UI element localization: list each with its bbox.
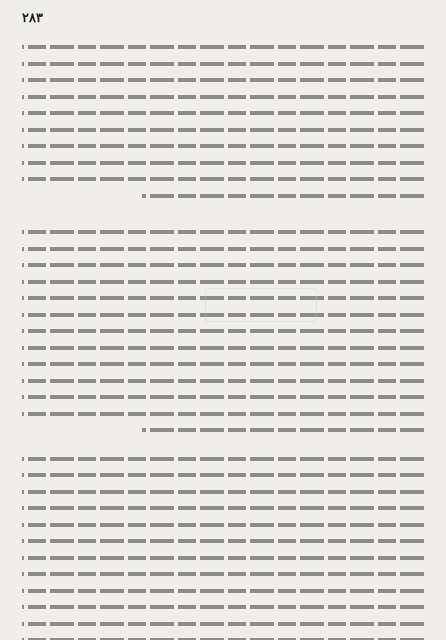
page-number: ٢٨٣ (22, 11, 43, 26)
page-header (22, 10, 424, 28)
paragraph-2 (22, 223, 424, 438)
paragraph-gap (22, 203, 424, 223)
paragraph-1-lines (22, 38, 424, 203)
paragraph-1 (22, 38, 424, 203)
paragraph-gap (22, 438, 424, 450)
watermark-stamp (205, 288, 317, 322)
paragraph-3-lines (22, 450, 424, 640)
paragraph-3 (22, 450, 424, 640)
paragraph-2-lines (22, 223, 424, 438)
